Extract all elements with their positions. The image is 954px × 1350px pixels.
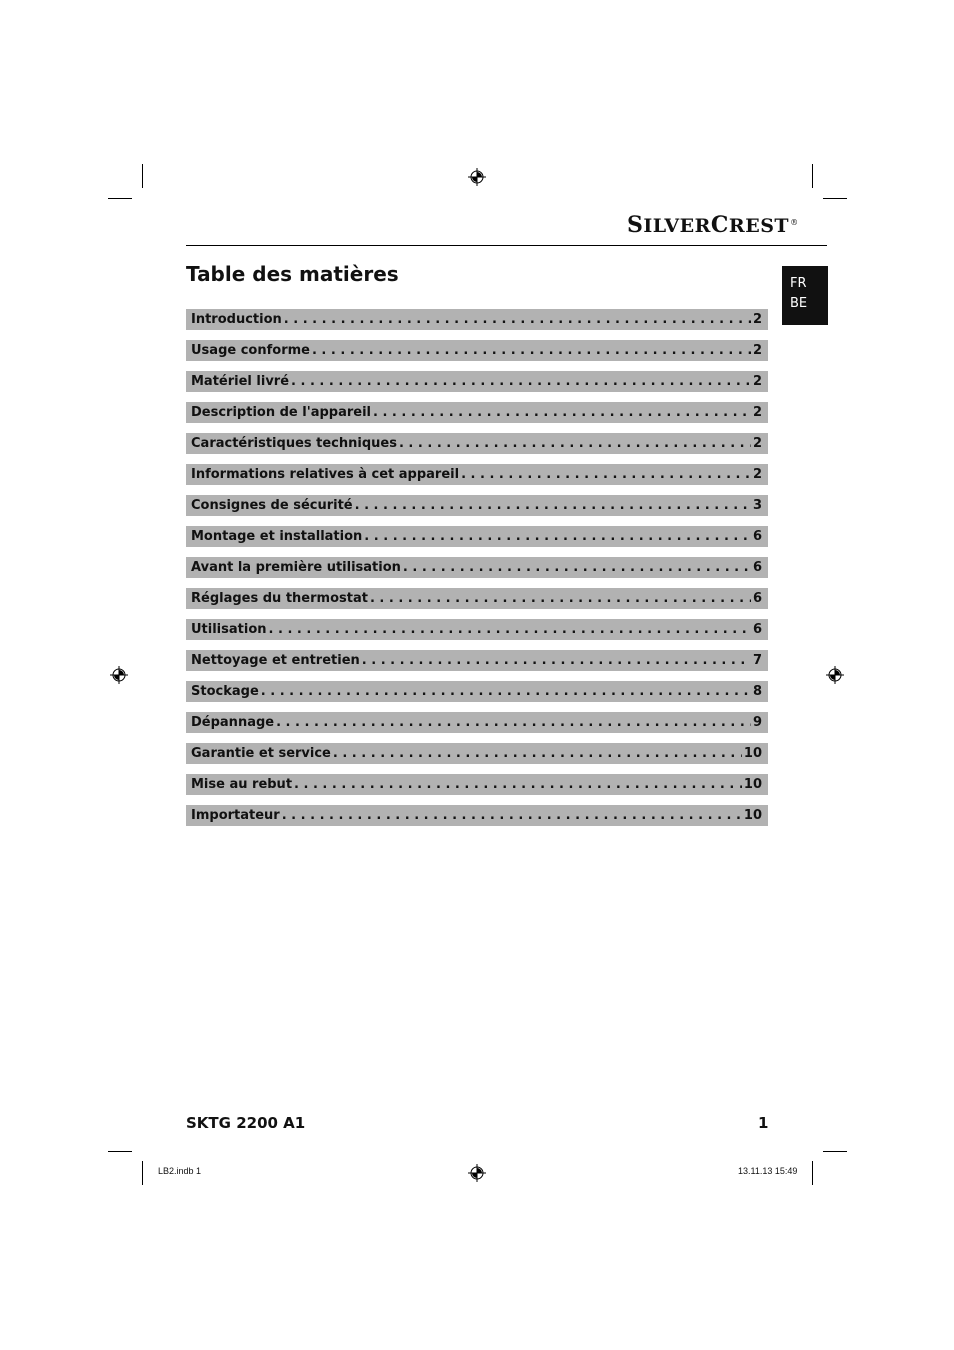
crop-mark bbox=[812, 1161, 813, 1185]
toc-entry-page: 2 bbox=[752, 374, 762, 389]
toc-entry[interactable] bbox=[186, 619, 768, 640]
registration-mark-icon bbox=[468, 1164, 486, 1182]
brand-initial-s: S bbox=[627, 212, 644, 238]
toc-entry-page: 2 bbox=[752, 467, 762, 482]
toc-entry-page: 9 bbox=[752, 715, 762, 730]
toc-entry-page: 2 bbox=[752, 312, 762, 327]
toc-entry-title: Informations relatives à cet appareil bbox=[191, 467, 460, 482]
toc-dot-leader bbox=[276, 715, 751, 730]
toc-entry[interactable] bbox=[186, 650, 768, 671]
table-of-contents bbox=[186, 309, 768, 836]
toc-entry-title: Utilisation bbox=[191, 622, 267, 637]
model-number: SKTG 2200 A1 bbox=[186, 1114, 306, 1132]
toc-entry-title: Usage conforme bbox=[191, 343, 310, 358]
toc-entry-page: 6 bbox=[752, 529, 762, 544]
toc-dot-leader bbox=[291, 374, 751, 389]
crop-mark bbox=[142, 1161, 143, 1185]
toc-entry-title: Caractéristiques techniques bbox=[191, 436, 397, 451]
toc-entry-title: Dépannage bbox=[191, 715, 275, 730]
toc-dot-leader bbox=[284, 312, 751, 327]
toc-entry-page: 2 bbox=[752, 436, 762, 451]
toc-dot-leader bbox=[282, 808, 742, 823]
toc-dot-leader bbox=[294, 777, 742, 792]
toc-entry[interactable] bbox=[186, 588, 768, 609]
slug-datetime: 13.11.13 15:49 bbox=[738, 1166, 798, 1176]
toc-entry-title: Description de l'appareil bbox=[191, 405, 371, 420]
toc-entry-title: Avant la première utilisation bbox=[191, 560, 401, 575]
toc-entry[interactable] bbox=[186, 433, 768, 454]
toc-dot-leader bbox=[364, 529, 751, 544]
toc-entry-page: 8 bbox=[752, 684, 762, 699]
toc-entry-title: Consignes de sécurité bbox=[191, 498, 353, 513]
toc-entry-title: Réglages du thermostat bbox=[191, 591, 368, 606]
registration-mark-icon bbox=[110, 666, 128, 684]
toc-entry[interactable] bbox=[186, 526, 768, 547]
toc-entry-title: Mise au rebut bbox=[191, 777, 293, 792]
toc-entry-title: Garantie et service bbox=[191, 746, 331, 761]
toc-entry-title: Montage et installation bbox=[191, 529, 363, 544]
language-tab bbox=[782, 266, 828, 325]
toc-entry[interactable] bbox=[186, 309, 768, 330]
toc-entry-page: 10 bbox=[743, 746, 762, 761]
registration-mark-icon bbox=[826, 666, 844, 684]
toc-dot-leader bbox=[370, 591, 751, 606]
crop-mark bbox=[142, 164, 143, 188]
page-number: 1 bbox=[758, 1114, 769, 1132]
toc-dot-leader bbox=[362, 653, 751, 668]
toc-entry[interactable] bbox=[186, 495, 768, 516]
crop-mark bbox=[812, 164, 813, 188]
brand-initial-c: C bbox=[710, 212, 729, 238]
language-code: BE bbox=[790, 296, 808, 311]
toc-entry[interactable] bbox=[186, 805, 768, 826]
toc-dot-leader bbox=[461, 467, 751, 482]
header-rule bbox=[186, 245, 827, 246]
toc-dot-leader bbox=[399, 436, 751, 451]
toc-entry-page: 10 bbox=[743, 808, 762, 823]
toc-dot-leader bbox=[403, 560, 751, 575]
crop-mark bbox=[823, 198, 847, 199]
toc-entry-page: 6 bbox=[752, 622, 762, 637]
toc-entry-title: Importateur bbox=[191, 808, 280, 823]
toc-entry[interactable] bbox=[186, 340, 768, 361]
toc-entry[interactable] bbox=[186, 774, 768, 795]
toc-dot-leader bbox=[333, 746, 742, 761]
toc-entry[interactable] bbox=[186, 371, 768, 392]
toc-dot-leader bbox=[373, 405, 751, 420]
brand-crest: REST bbox=[728, 215, 790, 237]
toc-dot-leader bbox=[312, 343, 751, 358]
slug-file: LB2.indb 1 bbox=[158, 1166, 202, 1176]
crop-mark bbox=[823, 1151, 847, 1152]
toc-dot-leader bbox=[355, 498, 751, 513]
toc-entry-title: Introduction bbox=[191, 312, 282, 327]
toc-entry[interactable] bbox=[186, 681, 768, 702]
toc-entry[interactable] bbox=[186, 557, 768, 578]
toc-entry-page: 7 bbox=[752, 653, 762, 668]
toc-entry-page: 2 bbox=[752, 405, 762, 420]
toc-entry-title: Stockage bbox=[191, 684, 259, 699]
brand-logo bbox=[627, 212, 799, 240]
toc-entry[interactable] bbox=[186, 402, 768, 423]
toc-entry-page: 10 bbox=[743, 777, 762, 792]
toc-dot-leader bbox=[269, 622, 751, 637]
page-title: Table des matières bbox=[186, 262, 399, 286]
toc-dot-leader bbox=[261, 684, 751, 699]
toc-entry-page: 6 bbox=[752, 591, 762, 606]
toc-entry-title: Matériel livré bbox=[191, 374, 290, 389]
brand-registered: ® bbox=[790, 217, 799, 227]
language-code: FR bbox=[790, 276, 807, 291]
toc-entry-page: 2 bbox=[752, 343, 762, 358]
toc-entry-page: 3 bbox=[752, 498, 762, 513]
brand-silver: ILVER bbox=[643, 215, 711, 237]
crop-mark bbox=[108, 198, 132, 199]
toc-entry[interactable] bbox=[186, 464, 768, 485]
toc-entry-page: 6 bbox=[752, 560, 762, 575]
registration-mark-icon bbox=[468, 168, 486, 186]
crop-mark bbox=[108, 1151, 132, 1152]
toc-entry-title: Nettoyage et entretien bbox=[191, 653, 360, 668]
toc-entry[interactable] bbox=[186, 743, 768, 764]
toc-entry[interactable] bbox=[186, 712, 768, 733]
